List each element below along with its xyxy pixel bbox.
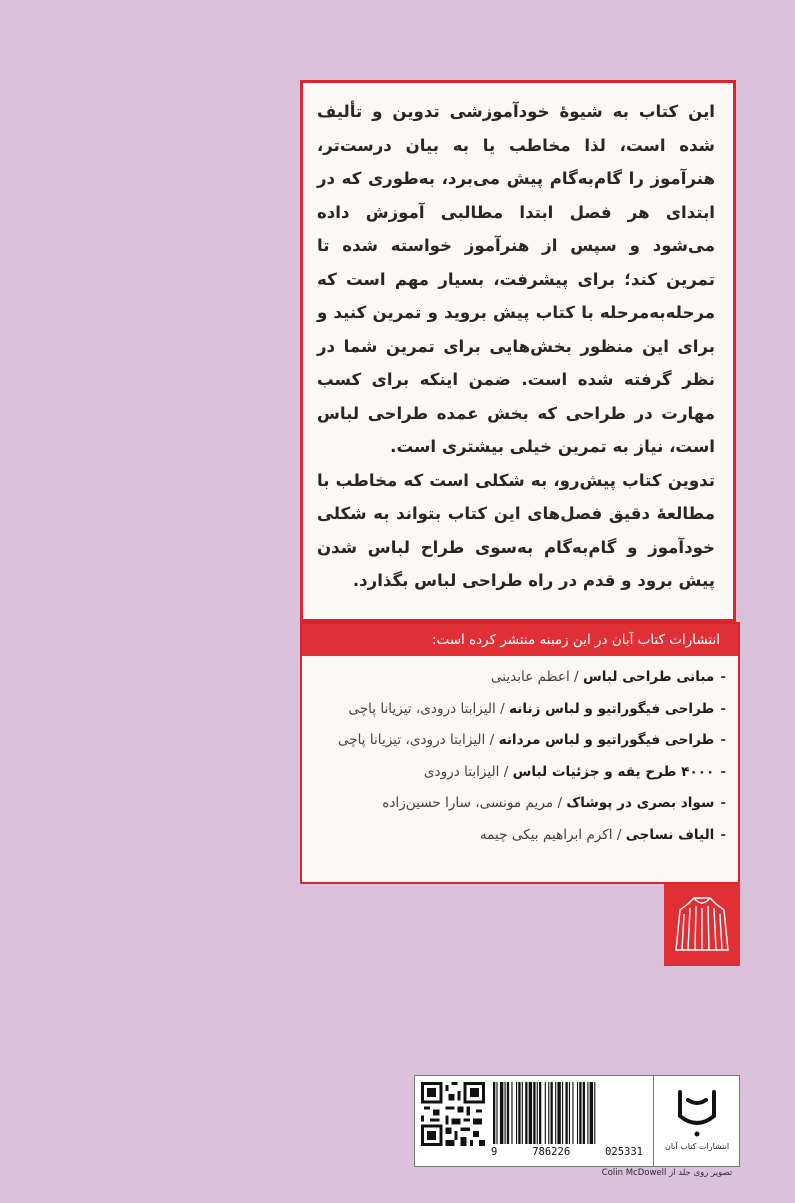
cover-credit: تصویر روی جلد از Colin McDowell	[601, 1168, 733, 1178]
dress-icon	[664, 884, 740, 966]
book-author: الیزابتا درودی، تیزیانا پاچی	[348, 700, 496, 717]
book-author: اکرم ابراهیم بیکی چیمه	[479, 826, 613, 843]
related-books-header: انتشارات کتاب آبان در این زمینه منتشر کرده است:	[302, 624, 738, 656]
isbn-number	[491, 1146, 643, 1158]
book-title: الیاف نساجی	[625, 826, 715, 843]
list-item: -سواد بصری در پوشاک / مریم مونسی، سارا حسین‌زاده	[382, 795, 726, 811]
book-author: مریم مونسی، سارا حسین‌زاده	[382, 795, 554, 811]
isbn-digit-group: 025331	[605, 1146, 643, 1158]
book-title: طراحی فیگوراتیو و لباس زنانه	[509, 700, 715, 717]
barcode-icon	[491, 1082, 641, 1144]
isbn-digit-group: 9	[491, 1146, 498, 1158]
list-item: -مبانی طراحی لباس / اعظم عابدینی	[490, 669, 726, 685]
description-paragraph-2: تدوین کتاب پیش‌رو، به شکلی است که مخاطب با مطالعهٔ دقیق فصل‌های این کتاب بتواند به شکلی خودآموز و گام‌به‌گام به‌سوی طراح لباس شدن پیش برود و قدم در راه طراحی لباس بگذارد.	[317, 470, 715, 590]
qr-code-icon	[421, 1082, 485, 1146]
book-title: ۴۰۰۰ طرح یقه و جزئیات لباس	[512, 763, 715, 780]
description-panel	[300, 80, 736, 622]
list-item: -الیاف نساجی / اکرم ابراهیم بیکی چیمه	[479, 826, 726, 843]
dress-logo	[664, 884, 740, 966]
book-title: طراحی فیگوراتیو و لباس مردانه	[498, 732, 715, 748]
book-title: سواد بصری در پوشاک	[566, 795, 715, 811]
description-paragraph-1: این کتاب به شیوهٔ خودآموزشی تدوین و تألیف شده است، لذا مخاطب یا به بیان درست‌تر، هنرآموز را گام‌به‌گام پیش می‌برد، به‌طوری که در ابتدای هر فصل ابتدا مطالبی آموزش داده می‌شود و سپس از هنرآموز خواسته شده تا تمرین کند؛ برای پیشرفت، بسیار مهم است که مرحله‌به‌مرحله با کتاب پیش بروید و تمرین کنید و برای این منظور بخش‌هایی برای تمرین شما در نظر گرفته شده است. ضمن اینکه برای کسب مهارت در طراحی که بخش عمده طراحی لباس است، نیاز به تمرین خیلی بیشتری است.	[317, 102, 715, 456]
barcode-area	[414, 1075, 740, 1167]
list-item: -۴۰۰۰ طرح یقه و جزئیات لباس / الیزابتا درودی	[423, 763, 726, 780]
publisher-name: انتشارات کتاب آبان	[664, 1142, 730, 1151]
book-author: الیزابتا درودی، تیزیانا پاچی	[337, 732, 486, 748]
book-author: الیزابتا درودی	[423, 763, 500, 780]
isbn-digit-group: 786226	[532, 1146, 571, 1158]
publisher-logo	[653, 1076, 739, 1166]
publisher-logo-icon	[654, 1076, 740, 1142]
list-item: -طراحی فیگوراتیو و لباس مردانه / الیزابتا درودی، تیزیانا پاچی	[337, 732, 726, 748]
list-item: -طراحی فیگوراتیو و لباس زنانه / الیزابتا درودی، تیزیانا پاچی	[348, 700, 726, 717]
related-books-list	[302, 656, 738, 851]
book-title: مبانی طراحی لباس	[582, 669, 715, 685]
related-books-box	[300, 622, 740, 884]
book-author: اعظم عابدینی	[490, 669, 570, 685]
